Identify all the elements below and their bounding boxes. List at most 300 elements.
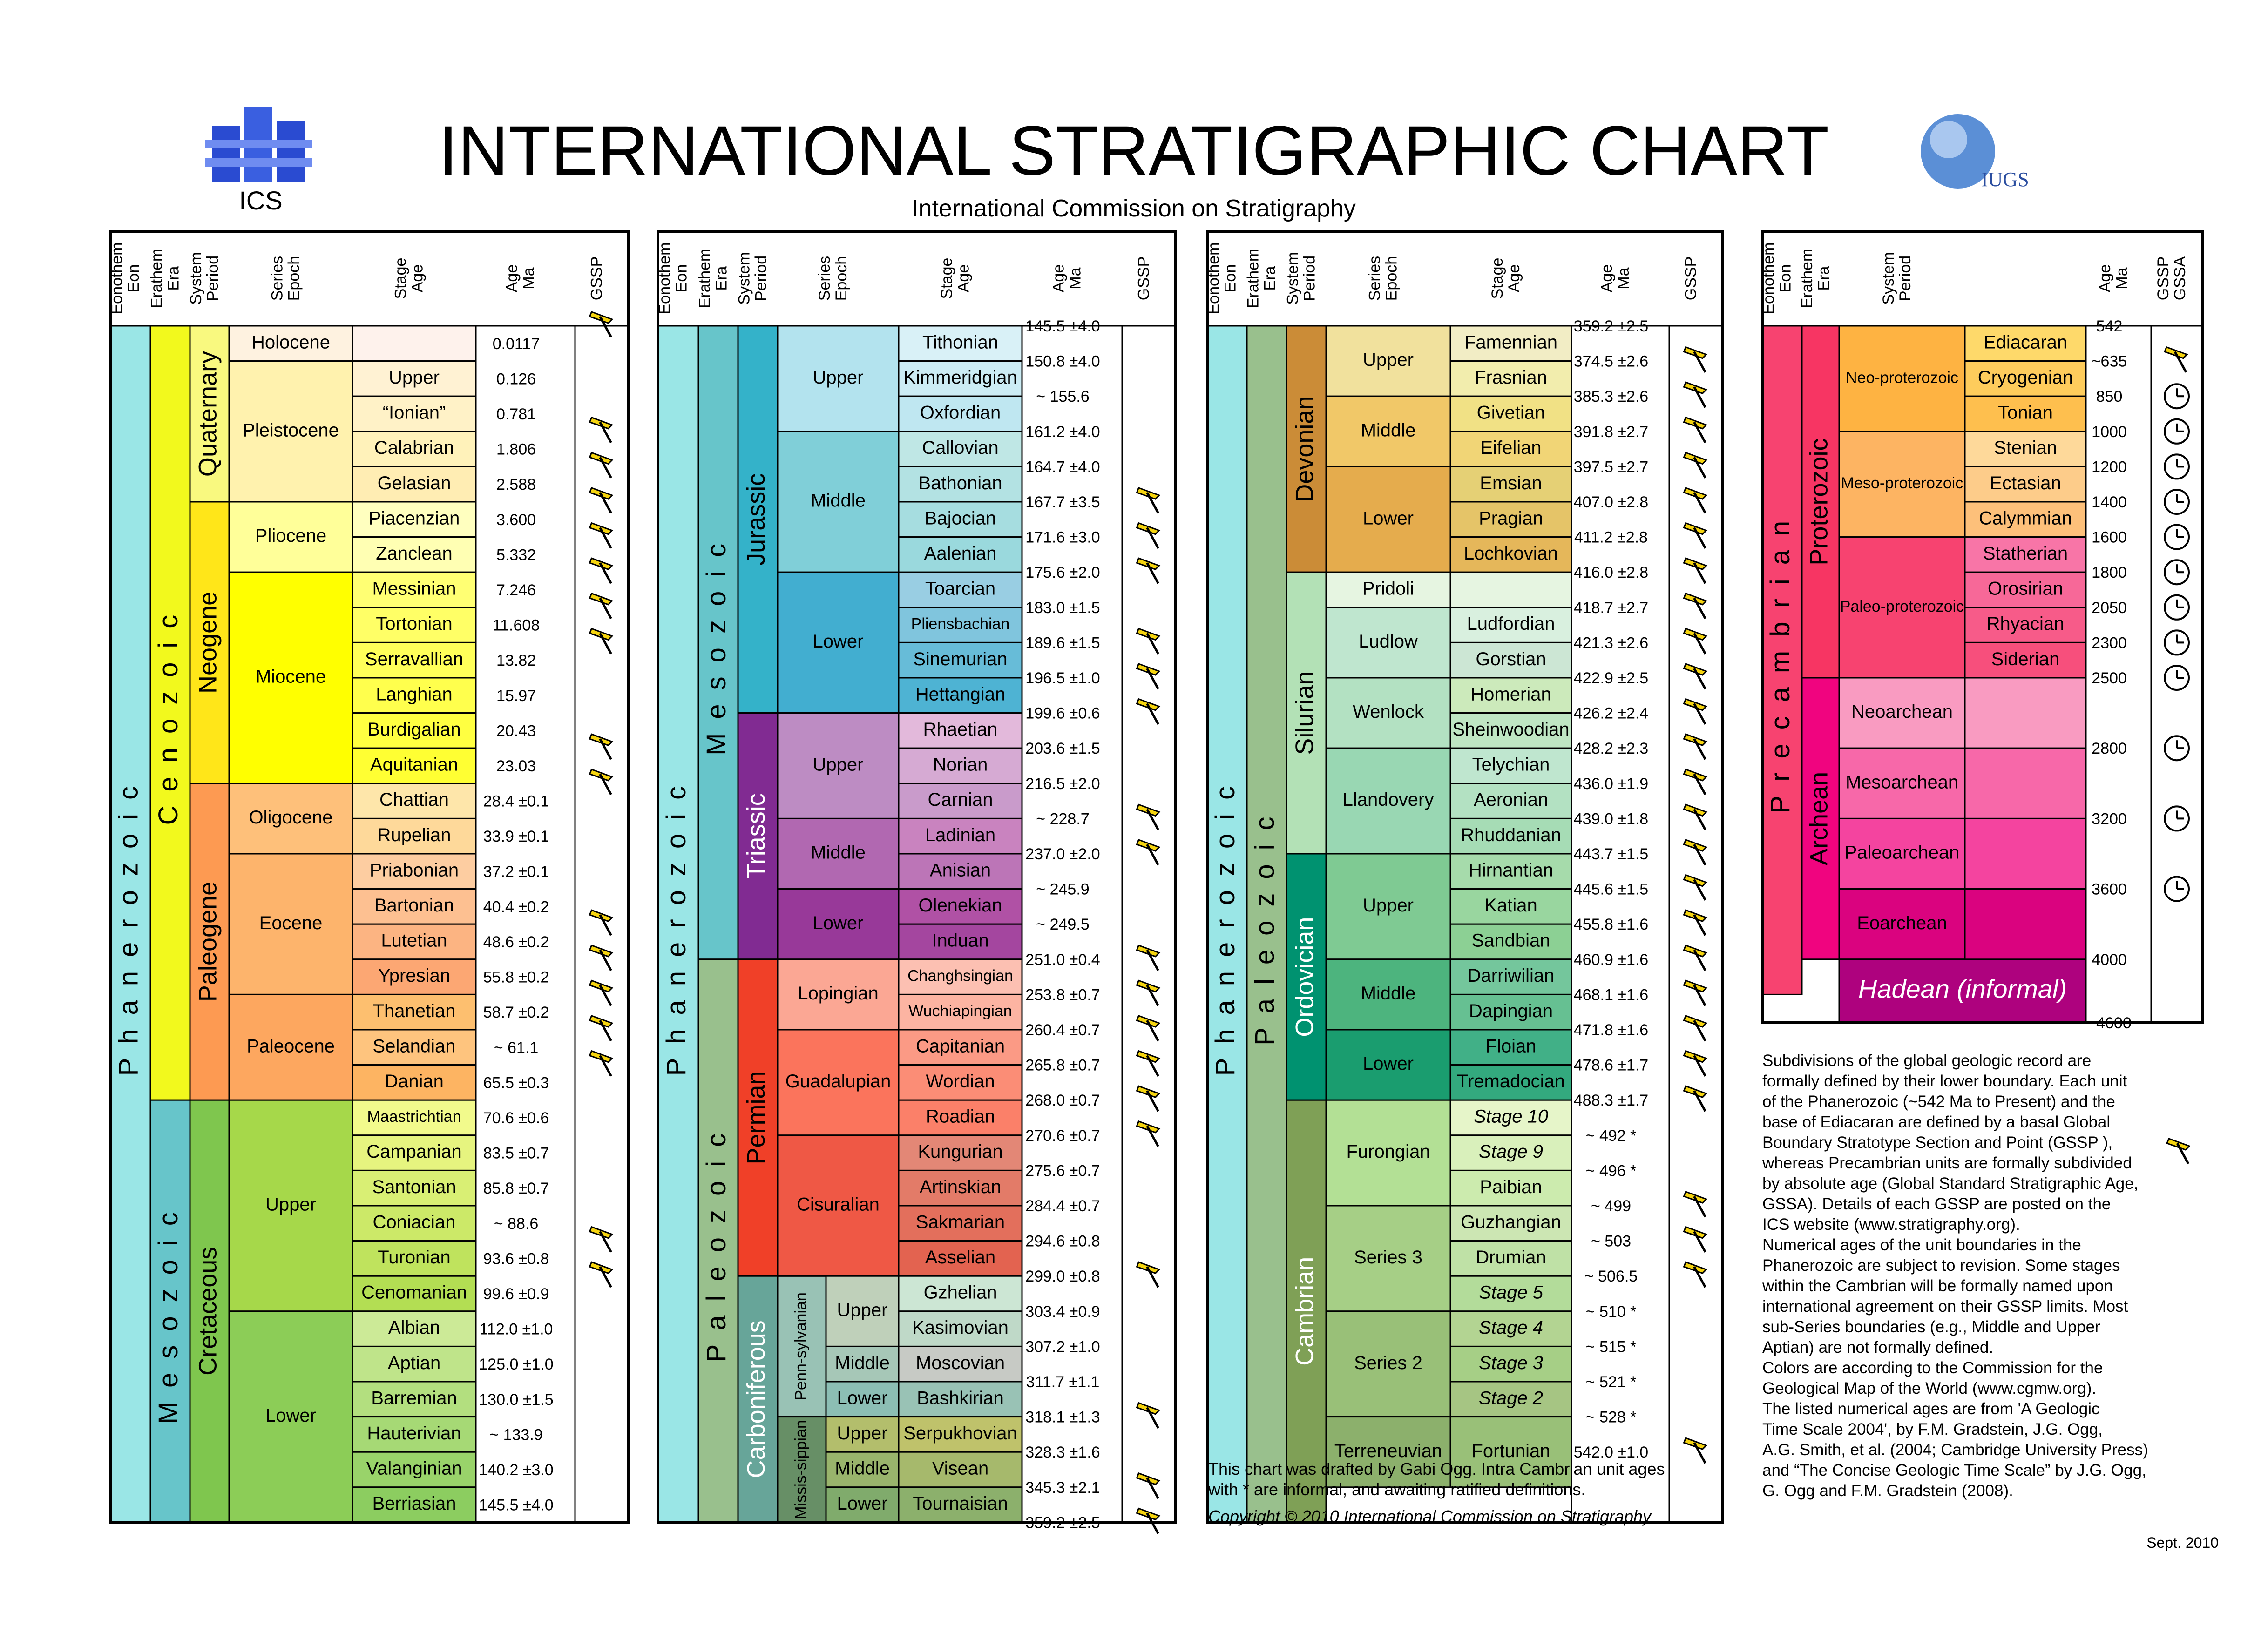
column-header: Period — [1896, 255, 1914, 302]
unit-label: Fortunian — [1471, 1440, 1550, 1461]
unit-label: Statherian — [1983, 543, 2068, 564]
column-header: GSSP — [1682, 256, 1700, 301]
age-label: 5.332 — [496, 546, 536, 564]
age-label: 58.7 ±0.2 — [483, 1004, 549, 1022]
gssa-clock-icon — [2165, 525, 2189, 549]
unit-label: Paleogene — [194, 881, 222, 1002]
gssa-clock-icon — [2165, 806, 2189, 830]
column-header: Eon — [672, 264, 691, 293]
note-line: Aptian) are not formally defined. — [1762, 1338, 1994, 1356]
age-label: 23.03 — [496, 757, 536, 775]
unit-label: Darriwilian — [1467, 965, 1555, 986]
age-label: ~ 499 — [1591, 1197, 1632, 1215]
unit-label: Silurian — [1290, 671, 1319, 755]
unit-label: Stage 4 — [1479, 1317, 1543, 1338]
chart-panel — [1760, 232, 2203, 1032]
age-label: 150.8 ±4.0 — [1025, 352, 1100, 371]
unit-label: Aquitanian — [370, 754, 459, 775]
age-label: 2050 — [2092, 599, 2127, 617]
unit-label: Stage 5 — [1479, 1282, 1543, 1303]
unit-label: Middle — [811, 842, 866, 863]
unit-label: Anisian — [929, 860, 991, 881]
unit-label: Ladinian — [925, 824, 996, 845]
strat-unit-system — [1965, 748, 2086, 818]
unit-label: Upper — [837, 1300, 888, 1321]
unit-label: Sandbian — [1471, 930, 1550, 951]
unit-label: Upper — [812, 754, 864, 775]
age-label: ~ 249.5 — [1036, 916, 1090, 934]
age-label: 40.4 ±0.2 — [483, 898, 549, 916]
unit-label: Tortonian — [376, 614, 453, 634]
gssp-column — [1122, 326, 1176, 1522]
age-label: ~ 515 * — [1585, 1338, 1637, 1356]
column-header: Stage — [938, 257, 956, 299]
unit-label: Campanian — [366, 1141, 462, 1162]
column-header: Series — [268, 256, 286, 301]
age-label: 0.126 — [496, 370, 536, 388]
age-label: 418.7 ±2.7 — [1573, 599, 1649, 617]
column-header: Eon — [1776, 264, 1794, 293]
column-header: GSSA — [2171, 256, 2189, 301]
strat-unit-system — [1965, 889, 2086, 959]
column-header: Era — [164, 266, 183, 291]
age-label: ~ 506.5 — [1584, 1268, 1638, 1286]
age-label: 3600 — [2092, 880, 2127, 898]
unit-label: Mesozoic — [701, 529, 731, 756]
age-label: 253.8 ±0.7 — [1025, 986, 1100, 1004]
ics-logo — [205, 107, 312, 182]
unit-label: Sakmarian — [915, 1212, 1005, 1233]
gssa-clock-icon — [2165, 630, 2189, 655]
unit-label: Middle — [835, 1352, 890, 1373]
unit-label: Triassic — [742, 793, 770, 879]
unit-label: Barremian — [371, 1388, 457, 1409]
unit-label: Tonian — [1998, 402, 2053, 423]
age-label: 171.6 ±3.0 — [1025, 528, 1100, 547]
unit-label: Telychian — [1472, 754, 1550, 775]
age-label: ~ 492 * — [1585, 1127, 1637, 1145]
age-label: ~ 496 * — [1585, 1162, 1637, 1180]
ics-label: ICS — [239, 186, 283, 215]
unit-label: Norian — [933, 754, 988, 775]
note-line: sub-Series boundaries (e.g., Middle and Upper — [1762, 1318, 2100, 1336]
note-line: A.G. Smith, et al. (2004; Cambridge University Press) — [1762, 1441, 2148, 1459]
age-label: 294.6 ±0.8 — [1025, 1232, 1100, 1250]
age-label: ~ 155.6 — [1036, 388, 1090, 406]
age-label: 15.97 — [496, 687, 536, 705]
unit-label: Serravallian — [365, 648, 464, 669]
age-label: 421.3 ±2.6 — [1573, 634, 1649, 652]
unit-label: Callovian — [922, 438, 999, 459]
unit-label: Middle — [1361, 420, 1416, 441]
age-label: 7.246 — [496, 581, 536, 599]
unit-label: Devonian — [1290, 396, 1319, 502]
notes-right — [1762, 1052, 2189, 1500]
unit-label: Aeronian — [1473, 790, 1549, 810]
age-label: 1000 — [2092, 423, 2127, 441]
unit-label: Visean — [932, 1458, 989, 1479]
unit-label: Cretaceous — [194, 1247, 222, 1376]
unit-label: Messinian — [372, 578, 456, 599]
note-line: Numerical ages of the unit boundaries in the — [1762, 1236, 2081, 1254]
unit-label: Eoarchean — [1857, 912, 1947, 933]
age-label: 850 — [2096, 388, 2123, 406]
age-label: 3.600 — [496, 511, 536, 529]
column-header: System — [187, 252, 205, 305]
column-header: GSSP — [2154, 256, 2172, 301]
strat-unit-system — [1965, 818, 2086, 889]
unit-label: Gzhelian — [923, 1282, 997, 1303]
unit-label: Rhyacian — [1986, 614, 2065, 634]
age-label: 265.8 ±0.7 — [1025, 1056, 1100, 1074]
gssa-clock-icon — [2165, 595, 2189, 620]
unit-label: Middle — [1361, 983, 1416, 1004]
age-label: 167.7 ±3.5 — [1025, 493, 1100, 511]
unit-label: Kimmeridgian — [903, 367, 1017, 388]
unit-label: Olenekian — [918, 895, 1002, 916]
unit-label: Dapingian — [1469, 1000, 1553, 1021]
column-header: GSSP — [1135, 256, 1153, 301]
unit-label: Pridoli — [1362, 578, 1415, 599]
column-header: Eon — [1221, 264, 1239, 293]
age-label: 189.6 ±1.5 — [1025, 634, 1100, 652]
age-label: 145.5 ±4.0 — [479, 1496, 554, 1514]
age-label: ~ 228.7 — [1036, 810, 1090, 828]
unit-label: Siderian — [1991, 648, 2060, 669]
unit-label: Bathonian — [918, 472, 1002, 493]
unit-label: Pragian — [1479, 508, 1543, 529]
age-label: 374.5 ±2.6 — [1573, 352, 1649, 371]
unit-label: Paleo-proterozoic — [1840, 597, 1964, 615]
column-header: Age — [2096, 264, 2114, 293]
column-header: Period — [1300, 255, 1319, 302]
unit-label: Mesozoic — [153, 1198, 183, 1424]
age-label: 2500 — [2092, 669, 2127, 687]
unit-label: Kungurian — [918, 1141, 1003, 1162]
strat-unit-stage — [1450, 572, 1571, 607]
unit-label: Coniacian — [372, 1212, 456, 1233]
drafting-note-line: with * are informal, and awaiting ratified definitions. — [1208, 1480, 1586, 1499]
unit-label: Paleoarchean — [1844, 842, 1960, 863]
age-label: 443.7 ±1.5 — [1573, 845, 1649, 863]
age-label: 65.5 ±0.3 — [483, 1074, 549, 1092]
unit-label: Hirnantian — [1468, 860, 1554, 881]
column-header: GSSP — [588, 256, 606, 301]
age-label: ~ 503 — [1591, 1232, 1632, 1250]
unit-label: Phanerozoic — [113, 772, 144, 1076]
age-label: 1200 — [2092, 458, 2127, 476]
column-header: Ma — [1066, 267, 1084, 290]
age-label: 478.6 ±1.7 — [1573, 1056, 1649, 1074]
unit-label: Neo-proterozoic — [1846, 369, 1958, 387]
unit-label: Stage 9 — [1479, 1141, 1543, 1162]
age-label: 85.8 ±0.7 — [483, 1180, 549, 1198]
unit-label: Proterozoic — [1805, 438, 1833, 566]
unit-label: Tremadocian — [1457, 1071, 1565, 1092]
unit-label: Permian — [742, 1071, 770, 1165]
unit-label: Cenomanian — [361, 1282, 467, 1303]
column-header: Eonothem — [656, 242, 674, 315]
unit-label: Lower — [265, 1405, 316, 1426]
unit-label: Turonian — [378, 1247, 451, 1268]
gssa-clock-icon — [2165, 384, 2189, 408]
column-header: Period — [204, 255, 222, 302]
unit-label: Rupelian — [377, 824, 451, 845]
unit-label: Calabrian — [374, 438, 454, 459]
unit-label: Precambrian — [1765, 506, 1795, 814]
unit-label: Albian — [388, 1317, 440, 1338]
unit-label: Stage 2 — [1479, 1388, 1543, 1409]
age-label: 270.6 ±0.7 — [1025, 1127, 1100, 1145]
unit-label: Capitanian — [915, 1036, 1005, 1057]
column-header: Period — [752, 255, 770, 302]
age-label: ~ 88.6 — [494, 1215, 539, 1233]
unit-label: Homerian — [1470, 684, 1551, 705]
note-line: GSSA). Details of each GSSP are posted on the — [1762, 1195, 2111, 1213]
unit-label: Bajocian — [924, 508, 996, 529]
unit-label: Sinemurian — [913, 648, 1008, 669]
unit-label: Lopingian — [798, 983, 879, 1004]
note-line: of the Phanerozoic (~542 Ma to Present) and the — [1762, 1093, 2115, 1111]
copyright: Copyright © 2010 International Commission on Stratigraphy — [1208, 1507, 1652, 1526]
age-label: 13.82 — [496, 652, 536, 670]
unit-label: Paleocene — [246, 1036, 335, 1057]
age-label: 311.7 ±1.1 — [1026, 1373, 1100, 1391]
age-label: ~635 — [2091, 352, 2127, 371]
unit-label: Neoarchean — [1851, 702, 1953, 722]
age-label: ~ 528 * — [1585, 1408, 1637, 1426]
drafting-note-line: This chart was drafted by Gabi Ogg. Intra Cambrian unit ages — [1208, 1459, 1665, 1478]
note-line: and “The Concise Geologic Time Scale” by J.G. Ogg, — [1762, 1461, 2146, 1479]
unit-label: Upper — [1363, 350, 1414, 371]
age-label: 0.781 — [496, 405, 536, 423]
unit-label: Famennian — [1464, 332, 1558, 353]
column-header: Age — [408, 264, 427, 293]
age-label: 397.5 ±2.7 — [1573, 458, 1649, 476]
unit-label: Furongian — [1346, 1141, 1430, 1162]
unit-label: Quaternary — [194, 351, 222, 477]
unit-label: Middle — [811, 490, 866, 511]
age-label: 468.1 ±1.6 — [1573, 986, 1649, 1004]
unit-label: Paleozoic — [1249, 803, 1280, 1046]
age-label: 216.5 ±2.0 — [1025, 775, 1100, 793]
age-label: ~4600 — [2087, 1014, 2132, 1032]
unit-label: Ectasian — [1990, 472, 2061, 493]
age-label: ~ 521 * — [1585, 1373, 1637, 1391]
unit-label: Cenozoic — [153, 601, 183, 825]
column-header: Era — [712, 266, 731, 291]
age-label: 161.2 ±4.0 — [1025, 423, 1100, 441]
unit-label: Stenian — [1994, 438, 2057, 459]
unit-label: Phanerozoic — [661, 772, 691, 1076]
gssp-column — [1669, 326, 1723, 1522]
unit-label: Berriasian — [372, 1493, 456, 1514]
unit-label: Bartonian — [374, 895, 454, 916]
unit-label: Changhsingian — [907, 967, 1013, 985]
note-line: G. Ogg and F.M. Gradstein (2008). — [1762, 1482, 2013, 1500]
unit-label: Holocene — [251, 332, 331, 353]
unit-label: Piacenzian — [368, 508, 460, 529]
age-label: 145.5 ±4.0 — [1025, 317, 1100, 335]
unit-label: Oligocene — [249, 807, 333, 828]
note-line: Boundary Stratotype Section and Point (GSSP ), — [1762, 1134, 2113, 1152]
age-label: 1.806 — [496, 440, 536, 459]
age-label: ~ 245.9 — [1036, 880, 1090, 898]
age-label: 112.0 ±1.0 — [479, 1320, 553, 1338]
unit-label: Lower — [812, 631, 864, 652]
column-header: Series — [816, 256, 833, 301]
unit-label: Lutetian — [381, 930, 447, 951]
age-label: 422.9 ±2.5 — [1573, 669, 1649, 687]
column-header: Stage — [1489, 257, 1506, 299]
note-line: within the Cambrian will be formally named upon — [1762, 1277, 2113, 1295]
column-header: Epoch — [285, 256, 303, 301]
unit-label: Miocene — [255, 666, 326, 687]
unit-label: Ludlow — [1359, 631, 1418, 652]
age-label: 359.2 ±2.5 — [1025, 1514, 1100, 1532]
age-label: 2300 — [2092, 634, 2127, 652]
unit-label: Stage 3 — [1479, 1352, 1543, 1373]
unit-label: Zanclean — [376, 543, 453, 564]
chart-panel — [656, 232, 1176, 1533]
unit-label: Drumian — [1476, 1247, 1546, 1268]
unit-label: Bashkirian — [917, 1388, 1004, 1409]
unit-label: Ediacaran — [1983, 332, 2068, 353]
column-header: Epoch — [1382, 256, 1401, 301]
gssa-clock-icon — [2165, 666, 2189, 690]
unit-label: Upper — [812, 367, 864, 388]
column-header: Era — [1261, 266, 1279, 291]
unit-label: Lower — [837, 1493, 888, 1514]
column-header: Eonothem — [1760, 242, 1778, 315]
unit-label: Series 3 — [1354, 1247, 1422, 1268]
unit-label: Thanetian — [372, 1000, 456, 1021]
note-line: Time Scale 2004', by F.M. Gradstein, J.G. Ogg, — [1762, 1420, 2103, 1438]
unit-label: Mesoarchean — [1845, 772, 1959, 793]
age-label: 125.0 ±1.0 — [479, 1356, 554, 1374]
unit-label: Serpukhovian — [903, 1423, 1017, 1444]
unit-label: Emsian — [1480, 472, 1542, 493]
unit-label: Asselian — [925, 1247, 996, 1268]
column-header: Erathem — [1798, 248, 1816, 309]
unit-label: Eocene — [259, 912, 323, 933]
unit-label: Llandovery — [1342, 790, 1434, 810]
unit-label: Cisuralian — [797, 1194, 880, 1215]
age-label: 130.0 ±1.5 — [479, 1390, 554, 1409]
gssa-clock-icon — [2165, 454, 2189, 479]
unit-label: Neogene — [194, 591, 222, 694]
date-label: Sept. 2010 — [2146, 1534, 2219, 1551]
unit-label: Hadean (informal) — [1858, 974, 2067, 1004]
unit-label: Lower — [837, 1388, 888, 1409]
unit-label: Gorstian — [1476, 648, 1546, 669]
column-header: Erathem — [148, 248, 166, 309]
note-line: formally defined by their lower boundary. Each unit — [1762, 1072, 2127, 1090]
age-column — [476, 326, 575, 1522]
gssa-clock-icon — [2165, 560, 2189, 584]
age-label: 4000 — [2092, 951, 2127, 969]
unit-label: Selandian — [372, 1036, 456, 1057]
age-label: 48.6 ±0.2 — [483, 933, 549, 951]
unit-label: Kasimovian — [912, 1317, 1009, 1338]
unit-label: Lower — [1363, 1053, 1414, 1074]
unit-label: Langhian — [376, 684, 453, 705]
note-line: Phanerozoic are subject to revision. Some stages — [1762, 1256, 2120, 1275]
unit-label: Artinskian — [919, 1176, 1002, 1197]
age-label: 183.0 ±1.5 — [1025, 599, 1100, 617]
unit-label: Aalenian — [924, 543, 997, 564]
gssa-clock-icon — [2165, 877, 2189, 901]
column-header: Age — [1505, 264, 1523, 293]
note-line: international agreement on their GSSP limits. Most — [1762, 1297, 2128, 1316]
age-label: 93.6 ±0.8 — [483, 1250, 549, 1268]
age-label: 542.0 ±1.0 — [1573, 1444, 1649, 1462]
age-label: 99.6 ±0.9 — [483, 1285, 549, 1303]
column-header: Eonothem — [1205, 242, 1223, 315]
age-label: 199.6 ±0.6 — [1025, 704, 1100, 722]
unit-label: Tournaisian — [913, 1493, 1008, 1514]
note-line: Subdivisions of the global geologic record are — [1762, 1052, 2092, 1070]
age-label: 436.0 ±1.9 — [1573, 775, 1649, 793]
unit-label: Upper — [1363, 895, 1414, 916]
column-header: Age — [1598, 264, 1616, 293]
unit-label: Ordovician — [1290, 917, 1319, 1037]
gssp-spike-icon — [2167, 1139, 2189, 1164]
column-header: Series — [1366, 256, 1384, 301]
iugs-label: IUGS — [1981, 168, 2029, 191]
column-header: System — [735, 252, 753, 305]
gssa-clock-icon — [2165, 736, 2189, 760]
unit-label: Guadalupian — [785, 1071, 891, 1092]
age-label: 428.2 ±2.3 — [1573, 740, 1649, 758]
age-label: 303.4 ±0.9 — [1025, 1302, 1100, 1321]
age-label: 1600 — [2092, 528, 2127, 547]
unit-label: Sheinwoodian — [1452, 719, 1570, 740]
unit-label: Hauterivian — [367, 1423, 461, 1444]
unit-label: Archean — [1805, 771, 1833, 865]
column-header: Ma — [520, 267, 538, 290]
chart-panel — [108, 232, 629, 1522]
unit-label: Phanerozoic — [1210, 772, 1240, 1076]
age-label: 268.0 ±0.7 — [1025, 1092, 1100, 1110]
unit-label: Calymmian — [1978, 508, 2072, 529]
unit-label: Upper — [837, 1423, 888, 1444]
unit-label: Roadian — [925, 1106, 995, 1127]
column-header: Epoch — [833, 256, 850, 301]
column-header: Stage — [392, 257, 410, 299]
age-label: 1800 — [2092, 564, 2127, 582]
age-label: 11.608 — [492, 616, 540, 634]
page-subtitle: International Commission on Stratigraphy — [912, 195, 1356, 222]
column-header: Erathem — [696, 248, 714, 309]
unit-label: Pliocene — [255, 526, 327, 547]
unit-label: Wuchiapingian — [908, 1002, 1012, 1020]
age-label: 164.7 ±4.0 — [1025, 458, 1100, 476]
page-title: INTERNATIONAL STRATIGRAPHIC CHART — [438, 111, 1829, 189]
unit-label: Jurassic — [742, 473, 770, 566]
unit-label: Guzhangian — [1461, 1212, 1561, 1233]
unit-label: Upper — [389, 367, 440, 388]
unit-label: Pliensbachian — [911, 615, 1010, 633]
note-line: The listed numerical ages are from 'A Geologic — [1762, 1400, 2100, 1418]
age-label: 439.0 ±1.8 — [1573, 810, 1649, 828]
age-label: 455.8 ±1.6 — [1573, 916, 1649, 934]
unit-label: Toarcian — [925, 578, 996, 599]
chart-panel — [1205, 232, 1723, 1522]
age-label: 445.6 ±1.5 — [1573, 880, 1649, 898]
age-label: 411.2 ±2.8 — [1574, 528, 1648, 547]
unit-label: Givetian — [1476, 402, 1545, 423]
